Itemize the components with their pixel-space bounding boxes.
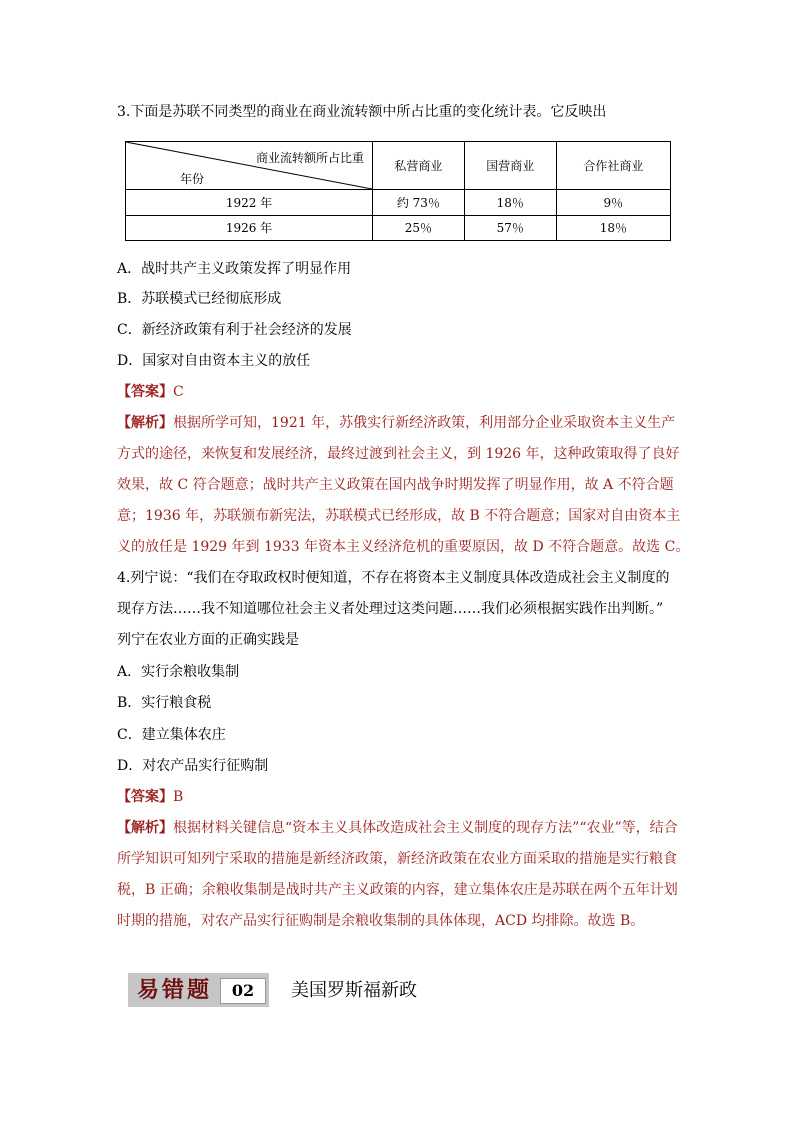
q4-option-c: C．建立集体农庄: [117, 727, 226, 743]
cell-value: 约 73％: [373, 190, 465, 215]
q3-option-b: B．苏联模式已经彻底形成: [117, 291, 282, 307]
section-label: 易错题: [137, 977, 213, 1003]
q4-stem-line: 现存方法……我不知道哪位社会主义者处理过这类问题……我们必须根据实践作出判断。”: [117, 601, 664, 617]
header-private: 私营商业: [373, 142, 465, 190]
answer-value: C: [173, 384, 184, 400]
q3-option-c: C．新经济政策有利于社会经济的发展: [117, 322, 352, 338]
analysis-tag: 【解析】: [117, 820, 173, 836]
q3-analysis-line: [117, 413, 675, 433]
q4-stem-line: 4.列宁说：“我们在夺取政权时便知道，不存在将资本主义制度具体改造成社会主义制度的: [117, 570, 670, 586]
q3-option-d: D．国家对自由资本主义的放任: [117, 353, 311, 369]
q4-answer: [117, 787, 183, 807]
section-title: 美国罗斯福新政: [291, 980, 417, 1001]
answer-tag: 【答案】: [117, 789, 173, 805]
answer-value: B: [173, 789, 184, 805]
q4-option-d: D．对农产品实行征购制: [117, 758, 269, 774]
q3-analysis-line: 意；1936 年，苏联颁布新宪法，苏联模式已经形成，故 B 不符合题意；国家对自由资本主: [117, 508, 681, 524]
analysis-text: 根据材料关键信息“资本主义具体改造成社会主义制度的现存方法”“农业”等，结合: [173, 820, 678, 836]
q4-analysis-line: 时期的措施，对农产品实行征购制是余粮收集制的具体体现，ACD 均排除。故选 B。: [117, 913, 645, 929]
cell-value: 25％: [373, 215, 465, 240]
q3-option-a: A．战时共产主义政策发挥了明显作用: [117, 261, 352, 277]
q4-analysis-line: 税，B 正确；余粮收集制是战时共产主义政策的内容，建立集体农庄是苏联在两个五年计划: [117, 882, 678, 898]
q4-option-a: A．实行余粮收集制: [117, 664, 240, 680]
analysis-tag: 【解析】: [117, 415, 173, 431]
cell-value: 57％: [464, 215, 556, 240]
table-header-row: [126, 142, 671, 190]
stats-table: [125, 141, 671, 241]
row-year: 1922 年: [126, 190, 373, 215]
q3-answer: [117, 382, 184, 402]
table-row: [126, 190, 671, 215]
q4-analysis-line: [117, 818, 678, 838]
section-banner: [128, 973, 269, 1007]
q4-option-b: B．实行粮食税: [117, 695, 212, 711]
diagonal-header-cell: [126, 142, 373, 190]
diag-top-label: 商业流转额所占比重: [255, 151, 364, 166]
header-state: 国营商业: [464, 142, 556, 190]
row-year: 1926 年: [126, 215, 373, 240]
q4-stem-line: 列宁在农业方面的正确实践是: [117, 632, 299, 648]
cell-value: 18％: [556, 215, 670, 240]
answer-tag: 【答案】: [117, 384, 173, 400]
section-number: 02: [220, 978, 266, 1004]
q3-analysis-line: 方式的途径，来恢复和发展经济，最终过渡到社会主义，到 1926 年，这种政策取得了良好: [117, 446, 680, 462]
cell-value: 9％: [556, 190, 670, 215]
q4-analysis-line: 所学知识可知列宁采取的措施是新经济政策，新经济政策在农业方面采取的措施是实行粮食: [117, 851, 677, 867]
q3-stem: 3.下面是苏联不同类型的商业在商业流转额中所占比重的变化统计表。它反映出: [117, 104, 607, 120]
q3-analysis-line: 效果，故 C 符合题意；战时共产主义政策在国内战争时期发挥了明显作用，故 A 不符合题: [117, 477, 674, 493]
q3-analysis-line: 义的放任是 1929 年到 1933 年资本主义经济危机的重要原因，故 D 不符合题意。故选 C。: [117, 539, 690, 555]
table-row: [126, 215, 671, 240]
header-coop: 合作社商业: [556, 142, 670, 190]
diag-bottom-label: 年份: [180, 172, 205, 187]
analysis-text: 根据所学可知，1921 年，苏俄实行新经济政策，利用部分企业采取资本主义生产: [173, 415, 676, 431]
cell-value: 18％: [464, 190, 556, 215]
